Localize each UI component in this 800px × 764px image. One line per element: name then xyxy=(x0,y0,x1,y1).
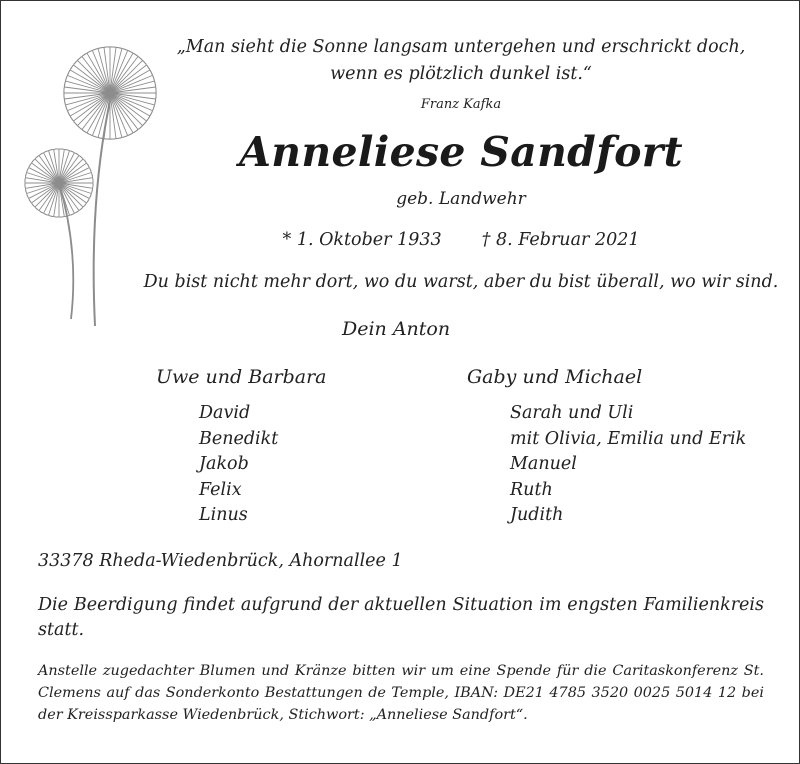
list-item: Manuel xyxy=(510,454,577,474)
children-list-right xyxy=(510,401,746,529)
deceased-name: Anneliese Sandfort xyxy=(239,128,683,176)
quote-line-1: „Man sieht die Sonne langsam untergehen und erschrickt doch, xyxy=(176,37,746,57)
list-item: Jakob xyxy=(199,454,249,474)
children-list-left xyxy=(199,401,278,529)
family-head-left: Uwe und Barbara xyxy=(156,366,327,388)
family-head-right: Gaby und Michael xyxy=(467,366,643,388)
list-item: Felix xyxy=(199,479,242,500)
list-item: mit Olivia, Emilia und Erik xyxy=(510,428,747,449)
life-dates xyxy=(131,230,791,250)
donation-note: Anstelle zugedachter Blumen und Kränze bitten wir um eine Spende für die Caritaskonferenz St. Clemens auf das Sonderkonto Bestattungen de Temple, IBAN: DE21 4785 3520 0025 5014 12 bei der Kreissparkasse Wiedenbrück, Stichwort: „Anneliese Sandfort“. xyxy=(38,663,764,723)
partner-signature: Dein Anton xyxy=(342,318,451,340)
address: 33378 Rheda-Wiedenbrück, Ahornallee 1 xyxy=(38,551,403,571)
list-item: Sarah und Uli xyxy=(510,403,634,423)
birth-date: * 1. Oktober 1933 xyxy=(282,230,442,250)
list-item: David xyxy=(199,403,251,423)
maiden-name: geb. Landwehr xyxy=(396,189,526,209)
list-item: Ruth xyxy=(510,479,553,500)
list-item: Linus xyxy=(199,505,248,525)
funeral-note: Die Beerdigung findet aufgrund der aktuellen Situation im engsten Familienkreis statt. xyxy=(38,595,764,640)
quote-line-2: wenn es plötzlich dunkel ist.“ xyxy=(330,64,592,84)
quote xyxy=(131,34,791,88)
list-item: Benedikt xyxy=(199,428,279,449)
list-item: Judith xyxy=(510,505,564,525)
quote-author: Franz Kafka xyxy=(420,97,502,112)
death-date: † 8. Februar 2021 xyxy=(481,230,640,250)
motto: Du bist nicht mehr dort, wo du warst, aber du bist überall, wo wir sind. xyxy=(143,272,779,292)
